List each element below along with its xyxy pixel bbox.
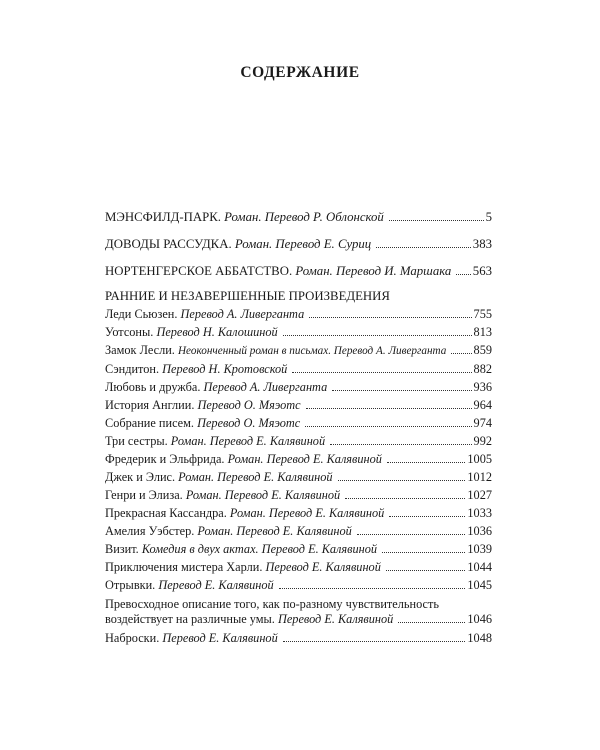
entry-page-number: 974 — [473, 416, 492, 430]
toc-entry — [105, 504, 492, 522]
entry-title: МЭНСФИЛД-ПАРК. — [105, 210, 221, 224]
toc-entry — [105, 396, 492, 414]
entry-page-number: 813 — [473, 325, 492, 339]
entry-title: Уотсоны. — [105, 325, 154, 339]
entry-title: Джек и Элис. — [105, 470, 176, 484]
entry-page-number: 1036 — [467, 524, 492, 538]
entry-page-number: 859 — [473, 343, 492, 357]
entry-description: Роман. Перевод И. Маршака — [295, 264, 452, 278]
dot-leader — [292, 372, 471, 373]
entry-page-number: 936 — [473, 380, 492, 394]
entry-page-number: 1005 — [467, 452, 492, 466]
dot-leader — [389, 220, 484, 221]
toc-entry — [105, 360, 492, 378]
entry-title: Любовь и дружба. — [105, 380, 201, 394]
entry-title: Генри и Элиза. — [105, 488, 183, 502]
entry-title: Три сестры. — [105, 434, 168, 448]
entry-title-line2: воздействует на различные умы. — [105, 612, 275, 626]
entry-title: Наброски. — [105, 631, 160, 645]
entry-description: Перевод Е. Калявиной — [265, 560, 381, 574]
toc-entry-main — [105, 235, 492, 253]
entry-title: НОРТЕНГЕРСКОЕ АББАТСТВО. — [105, 264, 293, 278]
entry-page-number: 1039 — [467, 542, 492, 556]
entry-title: ДОВОДЫ РАССУДКА. — [105, 237, 232, 251]
entry-page-number: 5 — [485, 210, 492, 224]
entry-title: Визит. — [105, 542, 139, 556]
toc-entry — [105, 629, 492, 647]
entry-title-line1: Превосходное описание того, как по-разному чувствительность — [105, 597, 439, 611]
toc-entry — [105, 486, 492, 504]
dot-leader — [451, 353, 471, 354]
entry-title: Фредерик и Эльфрида. — [105, 452, 225, 466]
entry-page-number: 1046 — [467, 612, 492, 626]
entry-page-number: 1012 — [467, 470, 492, 484]
entry-page-number: 383 — [472, 237, 492, 251]
entry-page-number: 1044 — [467, 560, 492, 574]
dot-leader — [283, 641, 466, 642]
entry-page-number: 563 — [472, 264, 492, 278]
entry-description: Роман. Перевод Е. Суриц — [234, 237, 372, 251]
dot-leader — [456, 274, 471, 275]
entry-description: Перевод Н. Кротовской — [162, 362, 288, 376]
entry-title: Собрание писем. — [105, 416, 194, 430]
entry-title: Прекрасная Кассандра. — [105, 506, 227, 520]
entry-description: Перевод Н. Калошиной — [156, 325, 278, 339]
toc-entry-main — [105, 208, 492, 226]
toc-entry — [105, 576, 492, 594]
entry-title: Сэндитон. — [105, 362, 160, 376]
entry-page-number: 964 — [473, 398, 492, 412]
sub-entry-list — [105, 305, 492, 594]
toc-entry — [105, 323, 492, 341]
entry-description: Комедия в двух актах. Перевод Е. Калявиной — [141, 542, 378, 556]
entry-description: Роман. Перевод Е. Калявиной — [185, 488, 341, 502]
entry-title: Леди Сьюзен. — [105, 307, 178, 321]
toc-entry — [105, 468, 492, 486]
toc-entry — [105, 558, 492, 576]
table-of-contents — [105, 208, 492, 647]
toc-entry-wrapped — [105, 597, 492, 627]
entry-title: Замок Лесли. — [105, 343, 175, 357]
dot-leader — [386, 570, 466, 571]
toc-entry — [105, 414, 492, 432]
page-title: СОДЕРЖАНИЕ — [240, 64, 360, 81]
entry-description: Неоконченный роман в письмах. Перевод А. Ливерганта — [177, 345, 447, 357]
entry-description: Перевод Е. Калявиной — [162, 631, 278, 645]
entry-page-number: 1027 — [467, 488, 492, 502]
toc-entry — [105, 432, 492, 450]
dot-leader — [345, 498, 465, 499]
toc-entry — [105, 341, 492, 360]
entry-title: Амелия Уэбстер. — [105, 524, 195, 538]
dot-leader — [382, 552, 465, 553]
entry-description: Роман. Перевод Е. Калявиной — [170, 434, 326, 448]
dot-leader — [398, 622, 465, 623]
toc-entry — [105, 450, 492, 468]
toc-entry-main — [105, 262, 492, 280]
entry-description: Перевод А. Ливерганта — [180, 307, 305, 321]
entry-description: Перевод А. Ливерганта — [203, 380, 328, 394]
entry-title: Отрывки. — [105, 578, 156, 592]
entry-page-number: 1048 — [467, 631, 492, 645]
entry-description: Перевод О. Мяэотс — [197, 416, 301, 430]
entry-description: Роман. Перевод Р. Облонской — [224, 210, 384, 224]
entry-page-number: 1045 — [467, 578, 492, 592]
dot-leader — [376, 247, 471, 248]
entry-title: Приключения мистера Харли. — [105, 560, 263, 574]
entry-page-number: 992 — [473, 434, 492, 448]
entry-description: Роман. Перевод Е. Калявиной — [229, 506, 385, 520]
dot-leader — [309, 317, 471, 318]
dot-leader — [279, 588, 466, 589]
dot-leader — [389, 516, 465, 517]
dot-leader — [357, 534, 466, 535]
dot-leader — [283, 335, 472, 336]
section-heading: РАННИЕ И НЕЗАВЕРШЕННЫЕ ПРОИЗВЕДЕНИЯ — [105, 289, 390, 303]
toc-entry — [105, 540, 492, 558]
dot-leader — [338, 480, 466, 481]
toc-entry — [105, 378, 492, 396]
entry-page-number: 755 — [473, 307, 492, 321]
toc-entry — [105, 305, 492, 323]
dot-leader — [330, 444, 471, 445]
entry-description: Роман. Перевод Е. Калявиной — [197, 524, 352, 538]
entry-title: История Англии. — [105, 398, 195, 412]
dot-leader — [305, 426, 471, 427]
entry-description: Перевод О. Мяэотс — [197, 398, 301, 412]
toc-entry — [105, 522, 492, 540]
entry-description: Перевод Е. Калявиной — [277, 612, 394, 626]
entry-description: Роман. Перевод Е. Калявиной — [227, 452, 382, 466]
dot-leader — [306, 408, 472, 409]
entry-description: Роман. Перевод Е. Калявиной — [178, 470, 333, 484]
entry-description: Перевод Е. Калявиной — [158, 578, 274, 592]
dot-leader — [387, 462, 465, 463]
dot-leader — [332, 390, 471, 391]
entry-page-number: 882 — [473, 362, 492, 376]
entry-page-number: 1033 — [467, 506, 492, 520]
